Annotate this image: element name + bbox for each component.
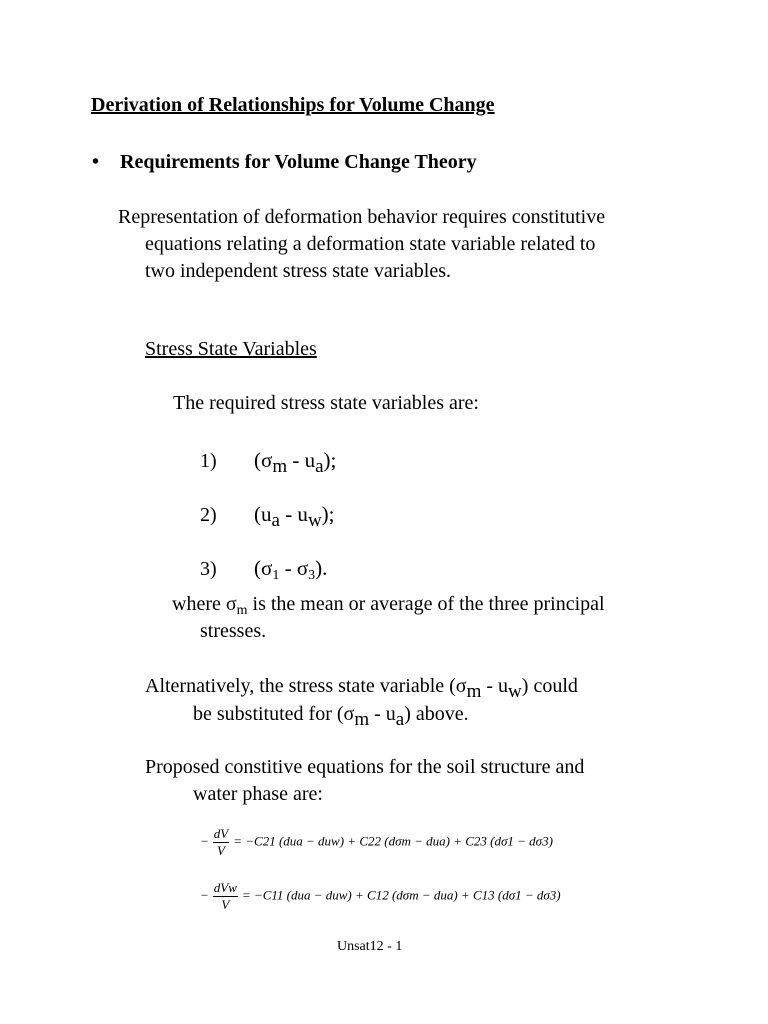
list-item bbox=[200, 556, 327, 584]
paragraph-line-1: Representation of deformation behavior requires constitutive bbox=[118, 206, 606, 228]
item-expression: $(\sigma_m - u_a)$; bbox=[254, 448, 337, 477]
item-number: 2) bbox=[200, 504, 217, 526]
item-number: 3) bbox=[200, 558, 217, 580]
page-title: Derivation of Relationships for Volume Change bbox=[91, 94, 495, 116]
page-footer: Unsat12 - 1 bbox=[337, 939, 403, 954]
item-number: 1) bbox=[200, 450, 217, 472]
alternative-line-1: Alternatively, the stress state variable $(\sigma_m - u_w)$ could bbox=[145, 675, 578, 702]
equation-2: − $\frac{\text{dVw}}{V}$ = −C11 (dua − duw) + C12 (dσm − dua) + C13 (dσ1 − dσ3) bbox=[200, 880, 561, 912]
proposed-line-2: water phase are: bbox=[193, 783, 323, 805]
paragraph-line-2: equations relating a deformation state variable related to bbox=[145, 233, 596, 255]
proposed-line-1: Proposed constitive equations for the soil structure and bbox=[145, 756, 585, 778]
bullet-heading bbox=[92, 151, 477, 174]
paragraph-line-3: two independent stress state variables. bbox=[145, 260, 452, 282]
item-expression: $(\sigma_1 - \sigma_3)$. bbox=[254, 556, 328, 583]
where-line-1: where $\sigma_m$ is the mean or average of the three principal bbox=[172, 593, 605, 618]
alternative-line-2: be substituted for $(\sigma_m - u_a)$ above. bbox=[193, 703, 469, 730]
intro-text: The required stress state variables are: bbox=[173, 392, 479, 414]
bullet-icon: • bbox=[92, 151, 100, 173]
where-line-2: stresses. bbox=[200, 620, 267, 642]
bullet-text: Requirements for Volume Change Theory bbox=[120, 151, 477, 173]
list-item bbox=[200, 502, 335, 532]
list-item bbox=[200, 448, 336, 478]
subheading: Stress State Variables bbox=[145, 338, 317, 360]
item-expression: $(u_a - u_w)$; bbox=[254, 502, 335, 531]
equation-1: − $\frac{dV}{V}$ = −C21 (dua − duw) + C22 (dσm − dua) + C23 (dσ1 − dσ3) bbox=[200, 826, 553, 858]
